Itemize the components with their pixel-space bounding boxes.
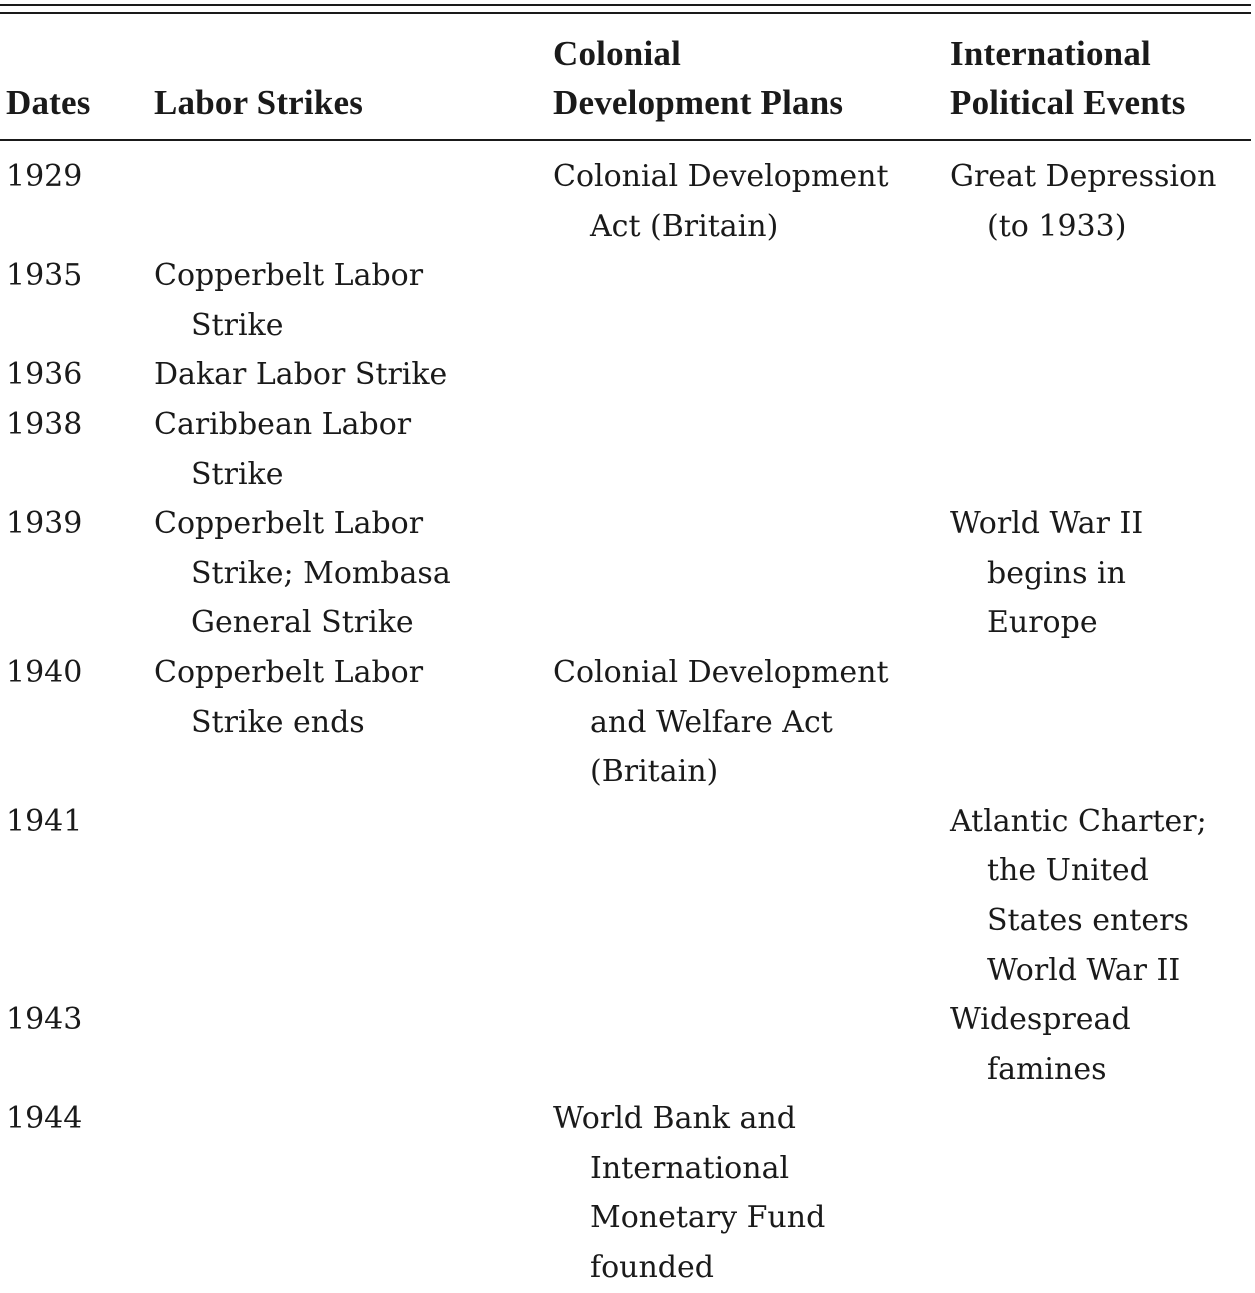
cell-line: General Strike [191, 605, 414, 641]
header-international-political-events [950, 29, 1186, 127]
cell-line: (Britain) [590, 754, 719, 790]
cell-line: and Welfare Act [590, 704, 833, 740]
cell-line: Caribbean Labor [154, 406, 412, 442]
political-event-cell [950, 499, 1251, 648]
cell-line: Act (Britain) [590, 208, 779, 244]
header-events-line: International [950, 34, 1151, 73]
cell-line: International [590, 1150, 790, 1186]
table-row [0, 499, 1251, 648]
cell-line: States enters [987, 902, 1189, 938]
cell-line: Dakar Labor Strike [154, 357, 448, 393]
date-cell: 1941 [6, 803, 83, 839]
development-plan-cell [553, 152, 950, 251]
table-top-rule-inner [0, 12, 1251, 14]
header-plans-line: Development Plans [553, 83, 844, 122]
labor-strike-cell [154, 499, 553, 648]
table-top-rule-outer [0, 4, 1251, 6]
cell-line: Strike ends [191, 704, 365, 740]
table-row [0, 797, 1251, 995]
cell-line: Colonial Development [553, 159, 889, 194]
table-body [0, 152, 1251, 1293]
header-dates [6, 78, 91, 127]
labor-strike-cell [154, 648, 553, 747]
cell-line: World Bank and [553, 1101, 796, 1137]
table-row [0, 400, 1251, 499]
labor-strike-cell [154, 400, 553, 499]
date-cell: 1929 [6, 159, 83, 194]
labor-strike-cell [154, 350, 553, 400]
development-plan-cell [553, 648, 950, 797]
cell-line: the United [987, 853, 1149, 889]
cell-line: Copperbelt Labor [154, 654, 424, 690]
table-row [0, 648, 1251, 797]
cell-line: Widespread [950, 1002, 1131, 1038]
table-row [0, 251, 1251, 350]
date-cell: 1943 [6, 1002, 83, 1038]
cell-line: Great Depression [950, 159, 1217, 194]
header-plans-line: Colonial [553, 34, 682, 73]
table-header-rule [0, 139, 1251, 141]
labor-strike-cell [154, 251, 553, 350]
date-cell: 1944 [6, 1101, 83, 1137]
header-events-line: Political Events [950, 83, 1186, 122]
political-event-cell [950, 797, 1251, 995]
table-row [0, 350, 1251, 400]
cell-line: founded [590, 1250, 714, 1286]
date-cell: 1939 [6, 506, 83, 542]
cell-line: Europe [987, 605, 1098, 641]
cell-line: Colonial Development [553, 654, 889, 690]
date-cell: 1935 [6, 258, 83, 294]
cell-line: Monetary Fund [590, 1200, 826, 1236]
cell-line: World War II [987, 952, 1181, 988]
date-cell: 1936 [6, 357, 83, 393]
cell-line: Copperbelt Labor [154, 258, 424, 294]
cell-line: famines [987, 1051, 1107, 1087]
cell-line: World War II [950, 506, 1144, 542]
header-colonial-development-plans [553, 29, 843, 127]
date-cell: 1938 [6, 406, 83, 442]
date-cell: 1940 [6, 654, 83, 690]
header-labor-strikes-label: Labor Strikes [154, 83, 364, 122]
cell-line: begins in [987, 555, 1126, 591]
table-row [0, 995, 1251, 1094]
cell-line: (to 1933) [987, 208, 1127, 244]
political-event-cell [950, 152, 1251, 251]
cell-line: Strike; Mombasa [191, 555, 451, 591]
cell-line: Copperbelt Labor [154, 506, 424, 542]
header-dates-label: Dates [6, 83, 91, 122]
cell-line: Strike [191, 456, 284, 492]
table-row [0, 152, 1251, 251]
cell-line: Strike [191, 307, 284, 343]
header-labor-strikes [154, 78, 363, 127]
cell-line: Atlantic Charter; [950, 803, 1207, 839]
political-event-cell [950, 995, 1251, 1094]
